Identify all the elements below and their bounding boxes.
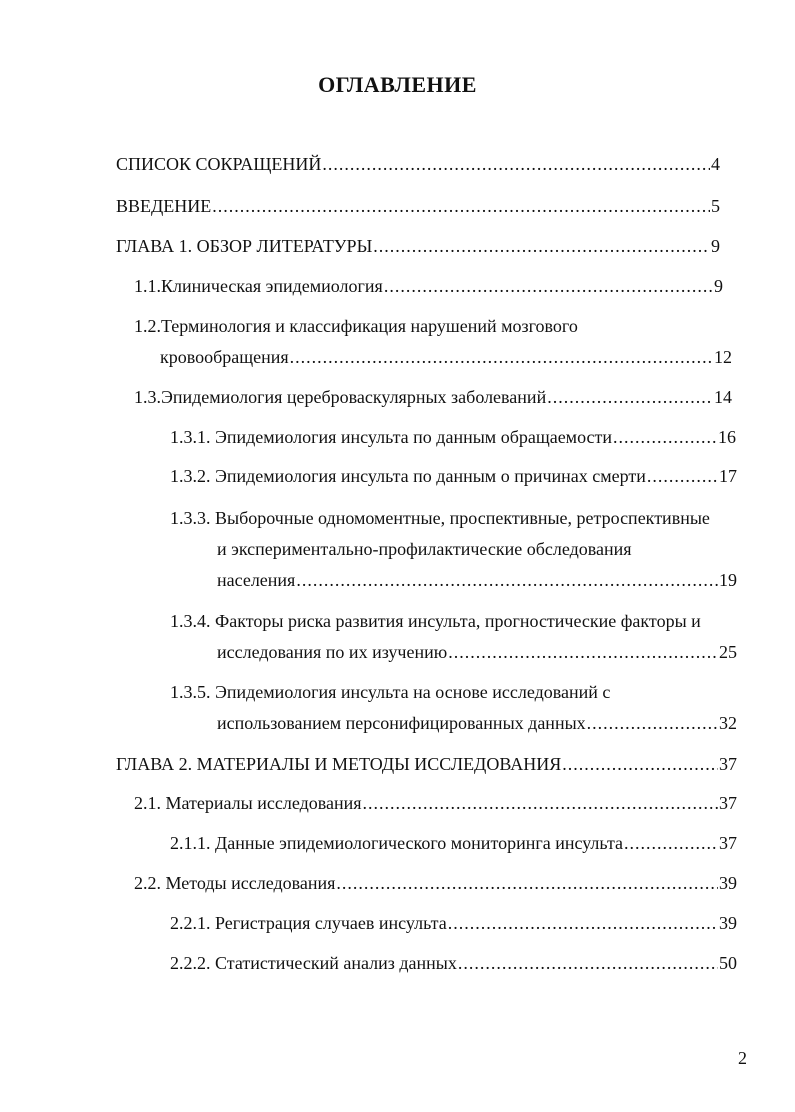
- toc-page-number: 17: [719, 466, 737, 486]
- toc-entry-text: 1.3.1. Эпидемиология инсульта по данным обращаемости: [170, 427, 613, 447]
- toc-entry-text: кровообращения: [160, 347, 289, 367]
- toc-entry-text: 2.2. Методы исследования: [134, 873, 336, 893]
- toc-leader-dots: [212, 194, 710, 218]
- toc-entry-section-1-3-3[interactable]: [217, 568, 737, 592]
- toc-entry-section-1-3-3-line1[interactable]: 1.3.3. Выборочные одномоментные, проспективные, ретроспективные: [170, 508, 710, 528]
- toc-entry-text: 1.1.Клиническая эпидемиология: [134, 276, 383, 296]
- toc-page-number: 37: [719, 793, 737, 813]
- toc-leader-dots: [458, 951, 718, 975]
- toc-entry-section-2-1[interactable]: [134, 791, 737, 815]
- toc-entry-text: ГЛАВА 2. МАТЕРИАЛЫ И МЕТОДЫ ИССЛЕДОВАНИЯ: [116, 754, 562, 774]
- toc-entry-text: населения: [217, 570, 296, 590]
- toc-leader-dots: [322, 152, 710, 176]
- toc-entry-text: 2.1. Материалы исследования: [134, 793, 362, 813]
- toc-page-number: 9: [711, 236, 720, 256]
- toc-leader-dots: [373, 234, 710, 258]
- toc-leader-dots: [296, 568, 718, 592]
- toc-entry-section-1-2[interactable]: [160, 345, 732, 369]
- toc-page-number: 4: [711, 154, 720, 174]
- toc-leader-dots: [384, 274, 713, 298]
- toc-entry-introduction[interactable]: [116, 194, 720, 218]
- toc-page-number: 5: [711, 196, 720, 216]
- toc-leader-dots: [587, 711, 718, 735]
- toc-entry-abbreviations[interactable]: [116, 152, 720, 176]
- toc-entry-text: использованием персонифицированных данных: [217, 713, 586, 733]
- toc-entry-chapter-2[interactable]: [116, 752, 737, 776]
- toc-page-number: 25: [719, 642, 737, 662]
- toc-entry-section-1-3[interactable]: [134, 385, 732, 409]
- toc-entry-text: 2.1.1. Данные эпидемиологического мониторинга инсульта: [170, 833, 624, 853]
- page-title: ОГЛАВЛЕНИЕ: [318, 72, 477, 97]
- toc-entry-text: 2.2.1. Регистрация случаев инсульта: [170, 913, 447, 933]
- toc-leader-dots: [363, 791, 718, 815]
- toc-entry-text: 1.3.Эпидемиология цереброваскулярных заболеваний: [134, 387, 547, 407]
- toc-entry-section-1-2-line1[interactable]: 1.2.Терминология и классификация нарушений мозгового: [134, 316, 578, 336]
- toc-page-number: 19: [719, 570, 737, 590]
- toc-page-number: 12: [714, 347, 732, 367]
- toc-page-number: 39: [719, 913, 737, 933]
- toc-page-number: 16: [718, 427, 736, 447]
- toc-entry-section-2-1-1[interactable]: [170, 831, 737, 855]
- toc-entry-section-1-3-5-line1[interactable]: 1.3.5. Эпидемиология инсульта на основе исследований с: [170, 682, 611, 702]
- toc-leader-dots: [562, 752, 718, 776]
- toc-entry-section-1-3-3-line2[interactable]: и экспериментально-профилактические обследования: [217, 539, 632, 559]
- toc-page-number: 37: [719, 754, 737, 774]
- toc-page-number: 50: [719, 953, 737, 973]
- toc-entry-text: ВВЕДЕНИЕ: [116, 196, 212, 216]
- toc-leader-dots: [647, 464, 718, 488]
- toc-entry-section-1-3-4[interactable]: [217, 640, 737, 664]
- toc-page-number: 37: [719, 833, 737, 853]
- toc-entry-chapter-1[interactable]: [116, 234, 720, 258]
- toc-entry-text: СПИСОК СОКРАЩЕНИЙ: [116, 154, 322, 174]
- toc-page-number: 9: [714, 276, 723, 296]
- toc-page-number: 32: [719, 713, 737, 733]
- toc-entry-text: 1.3.2. Эпидемиология инсульта по данным о причинах смерти: [170, 466, 646, 486]
- toc-entry-text: исследования по их изучению: [217, 642, 448, 662]
- toc-leader-dots: [448, 911, 718, 935]
- toc-entry-section-2-2-2[interactable]: [170, 951, 737, 975]
- toc-entry-text: 2.2.2. Статистический анализ данных: [170, 953, 457, 973]
- toc-leader-dots: [290, 345, 713, 369]
- toc-leader-dots: [547, 385, 713, 409]
- toc-leader-dots: [624, 831, 718, 855]
- page-number: 2: [738, 1048, 747, 1068]
- toc-entry-section-1-3-2[interactable]: [170, 464, 737, 488]
- toc-page-number: 14: [714, 387, 732, 407]
- toc-leader-dots: [613, 425, 717, 449]
- toc-entry-section-1-1[interactable]: [134, 274, 723, 298]
- toc-entry-section-1-3-5[interactable]: [217, 711, 737, 735]
- toc-entry-text: ГЛАВА 1. ОБЗОР ЛИТЕРАТУРЫ: [116, 236, 373, 256]
- toc-page-number: 39: [719, 873, 737, 893]
- toc-entry-section-2-2[interactable]: [134, 871, 737, 895]
- toc-entry-section-1-3-4-line1[interactable]: 1.3.4. Факторы риска развития инсульта, прогностические факторы и: [170, 611, 701, 631]
- toc-leader-dots: [336, 871, 718, 895]
- toc-entry-section-1-3-1[interactable]: [170, 425, 736, 449]
- toc-leader-dots: [448, 640, 718, 664]
- toc-entry-section-2-2-1[interactable]: [170, 911, 737, 935]
